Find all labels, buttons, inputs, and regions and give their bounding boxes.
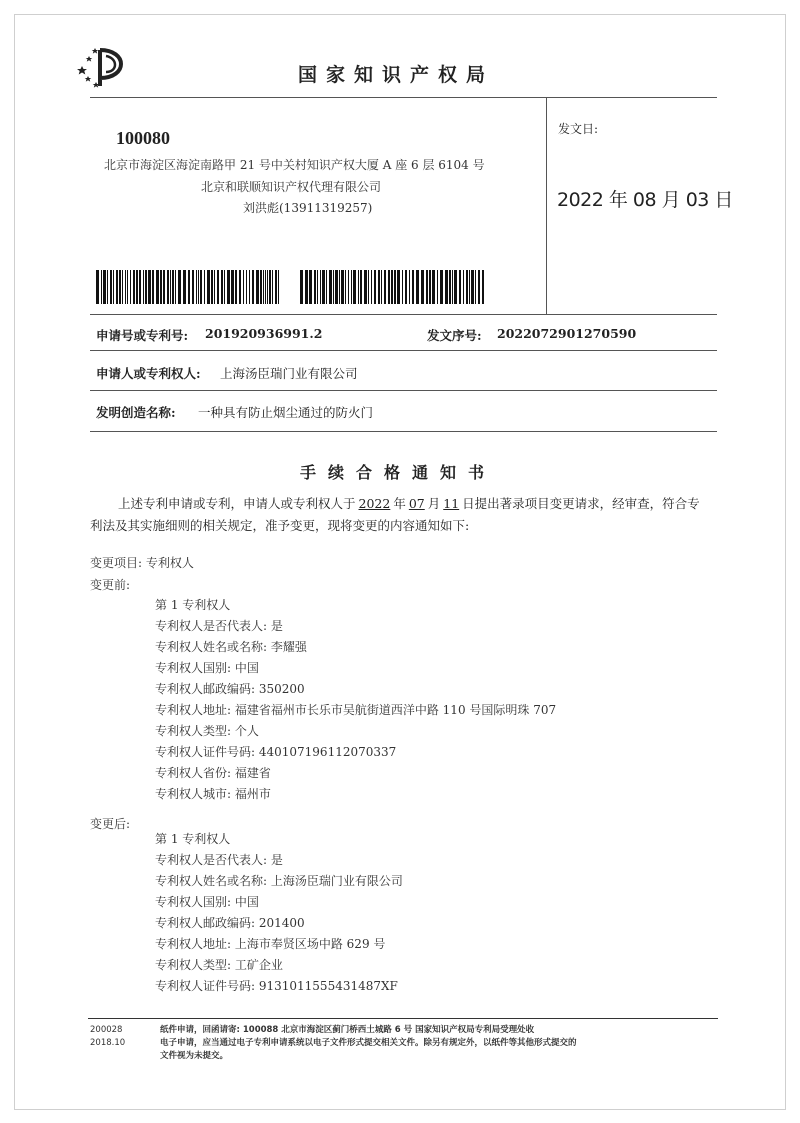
barcode-bar — [198, 270, 199, 304]
barcode-bar — [269, 270, 271, 304]
barcode — [300, 270, 485, 304]
after-label: 变更后: — [90, 817, 131, 831]
barcode-bar — [249, 270, 250, 304]
barcode-bar — [260, 270, 262, 304]
barcode-bar — [368, 270, 369, 304]
list-item: 专利权人类型: 个人 — [155, 724, 259, 738]
list-item: 专利权人国别: 中国 — [155, 661, 259, 675]
list-item: 专利权人邮政编码: 201400 — [155, 916, 305, 930]
barcode-bar — [360, 270, 362, 304]
barcode-bar — [314, 270, 316, 304]
barcode-bar — [127, 270, 128, 304]
barcode-bar — [397, 270, 400, 304]
barcode-bar — [207, 270, 210, 304]
barcode-bar — [305, 270, 308, 304]
barcode-bar — [136, 270, 138, 304]
barcode-bar — [119, 270, 121, 304]
barcode-bar — [196, 270, 197, 304]
barcode-bar — [125, 270, 126, 304]
barcode-bar — [384, 270, 386, 304]
barcode-bar — [478, 270, 480, 304]
barcode-bar — [300, 270, 303, 304]
barcode-bar — [391, 270, 393, 304]
notice-paragraph — [90, 493, 722, 515]
serial-label: 发文序号: — [427, 328, 482, 343]
barcode-bar — [275, 270, 277, 304]
app-no-label: 申请号或专利号: — [96, 328, 189, 343]
barcode-bar — [113, 270, 114, 304]
barcode-bar — [329, 270, 332, 304]
list-item: 第 1 专利权人 — [155, 598, 231, 612]
barcode-bar — [471, 270, 474, 304]
notice-text: 月 — [427, 496, 441, 511]
barcode-bar — [167, 270, 169, 304]
barcode-bar — [156, 270, 159, 304]
footer-notes — [160, 1024, 725, 1063]
list-item: 专利权人证件号码: 440107196112070337 — [155, 745, 397, 759]
barcode-bar — [463, 270, 464, 304]
recipient-contact: 刘洪彪(13911319257) — [243, 201, 373, 215]
header-divider — [90, 97, 717, 98]
list-item: 专利权人地址: 上海市奉贤区场中路 629 号 — [155, 937, 386, 951]
barcode-bar — [402, 270, 403, 304]
before-label: 变更前: — [90, 578, 131, 592]
row-divider — [90, 431, 717, 432]
barcode-bar — [326, 270, 327, 304]
column-divider — [546, 97, 547, 314]
barcode-bar — [345, 270, 346, 304]
footer-divider — [88, 1018, 718, 1019]
barcode-bar — [143, 270, 144, 304]
barcode-bar — [445, 270, 448, 304]
barcode-bar — [320, 270, 321, 304]
barcode-bar — [475, 270, 476, 304]
list-item: 专利权人邮政编码: 350200 — [155, 682, 305, 696]
row-divider — [90, 390, 717, 391]
barcode-bar — [437, 270, 438, 304]
notice-text: 上述专利申请或专利，申请人或专利权人于 — [118, 496, 356, 511]
footer-line: 电子申请，应当通过电子专利申请系统以电子文件形式提交相关文件。除另有规定外，以纸件等其他形式提交的 — [160, 1038, 577, 1048]
barcode-bar — [110, 270, 112, 304]
barcode-bar — [322, 270, 325, 304]
barcode-bar — [388, 270, 390, 304]
serial-no: 2022072901270590 — [497, 326, 637, 341]
barcode-bar — [145, 270, 147, 304]
barcode-bar — [148, 270, 151, 304]
list-item: 专利权人国别: 中国 — [155, 895, 259, 909]
list-item: 第 1 专利权人 — [155, 832, 231, 846]
list-item: 专利权人地址: 福建省福州市长乐市吴航街道西洋中路 110 号国际明珠 707 — [155, 703, 557, 717]
footer-line: 文件视为未提交。 — [160, 1051, 229, 1061]
barcode-bar — [341, 270, 344, 304]
barcode-bar — [227, 270, 230, 304]
barcode-bar — [252, 270, 254, 304]
barcode-bar — [256, 270, 259, 304]
barcode-bar — [416, 270, 419, 304]
barcode-bar — [231, 270, 234, 304]
barcode-bar — [103, 270, 106, 304]
barcode-bar — [265, 270, 266, 304]
barcode-bar — [482, 270, 484, 304]
barcode-bar — [429, 270, 431, 304]
cnipa-logo — [76, 46, 132, 88]
form-code: 200028 — [90, 1025, 123, 1035]
barcode-bar — [243, 270, 244, 304]
barcode-bar — [371, 270, 372, 304]
barcode-bar — [440, 270, 443, 304]
barcode-bar — [204, 270, 205, 304]
barcode-bar — [358, 270, 359, 304]
barcode-bar — [348, 270, 349, 304]
request-month: 07 — [408, 496, 425, 511]
barcode-bar — [192, 270, 194, 304]
barcode-bar — [317, 270, 318, 304]
barcode-bar — [351, 270, 352, 304]
barcode-bar — [101, 270, 102, 304]
barcode-bar — [130, 270, 131, 304]
barcode-bar — [116, 270, 118, 304]
list-item: 专利权人证件号码: 91310115554314​87XF — [155, 979, 398, 993]
row-divider — [90, 314, 717, 315]
change-item-label: 变更项目: 专利权人 — [90, 556, 194, 570]
request-day: 11 — [443, 496, 460, 511]
after-list — [155, 829, 403, 997]
barcode-bar — [394, 270, 396, 304]
barcode-bar — [378, 270, 380, 304]
dispatch-date-label: 发文日: — [558, 122, 599, 136]
before-list — [155, 595, 556, 805]
barcode-bar — [333, 270, 334, 304]
applicant-name: 上海汤臣瑞门业有限公司 — [220, 366, 358, 381]
barcode-bar — [178, 270, 181, 304]
barcode-bar — [133, 270, 135, 304]
barcode-bar — [188, 270, 190, 304]
barcode-bar — [426, 270, 428, 304]
barcode-bar — [432, 270, 435, 304]
barcode-bar — [449, 270, 451, 304]
form-version: 2018.10 — [90, 1038, 126, 1048]
list-item: 专利权人是否代表人: 是 — [155, 619, 283, 633]
list-item: 专利权人姓名或名称: 李耀强 — [155, 640, 307, 654]
barcode-bar — [469, 270, 470, 304]
applicant-label: 申请人或专利权人: — [96, 366, 201, 381]
barcode-bar — [239, 270, 241, 304]
barcode-bar — [172, 270, 174, 304]
list-item: 专利权人姓名或名称: 上海汤臣瑞门业有限公司 — [155, 874, 403, 888]
barcode-bar — [272, 270, 273, 304]
barcode-bar — [454, 270, 457, 304]
barcode-bar — [139, 270, 141, 304]
barcode-bar — [335, 270, 338, 304]
barcode-bar — [278, 270, 279, 304]
barcode-bar — [211, 270, 213, 304]
barcode-bar — [339, 270, 340, 304]
barcode-bar — [309, 270, 312, 304]
recipient-address: 北京市海淀区海淀南路甲 21 号中关村知识产权大厦 A 座 6 层 6104 号 — [104, 158, 485, 172]
list-item: 专利权人类型: 工矿企业 — [155, 958, 283, 972]
dispatch-date: 2022 年 08 月 03 日 — [557, 189, 733, 211]
barcode-bar — [217, 270, 219, 304]
notice-paragraph-line2: 利法及其实施细则的相关规定，准予变更，现将变更的内容通知如下: — [90, 518, 470, 533]
barcode-bar — [267, 270, 268, 304]
list-item: 专利权人是否代表人: 是 — [155, 853, 283, 867]
barcode-bar — [405, 270, 407, 304]
list-item: 专利权人省份: 福建省 — [155, 766, 271, 780]
barcode-bar — [224, 270, 225, 304]
barcode-bar — [175, 270, 176, 304]
barcode-bar — [412, 270, 414, 304]
barcode-bar — [459, 270, 461, 304]
barcode-bar — [183, 270, 186, 304]
barcode-bar — [381, 270, 382, 304]
notice-text: 日提出著录项目变更请求，经审查，符合专 — [462, 496, 700, 511]
notice-title: 手续合格通知书 — [300, 463, 497, 482]
app-no: 201920936991.2 — [205, 326, 323, 341]
invention-name: 一种具有防止烟尘通过的防火门 — [198, 405, 374, 420]
notice-text: 年 — [393, 496, 406, 511]
barcode-bar — [160, 270, 162, 304]
barcode-bar — [409, 270, 410, 304]
barcode-bar — [163, 270, 165, 304]
barcode-bar — [221, 270, 223, 304]
barcode-bar — [364, 270, 367, 304]
recipient-company: 北京和联顺知识产权代理有限公司 — [201, 180, 382, 194]
barcode-bar — [263, 270, 264, 304]
barcode-bar — [374, 270, 376, 304]
barcode-bar — [353, 270, 356, 304]
barcode-bar — [170, 270, 171, 304]
barcode-bar — [421, 270, 424, 304]
barcode-bar — [122, 270, 123, 304]
barcode-bar — [246, 270, 247, 304]
barcode-bar — [200, 270, 202, 304]
list-item: 专利权人城市: 福州市 — [155, 787, 271, 801]
recipient-zip: 100080 — [116, 128, 170, 148]
barcode-bar — [214, 270, 215, 304]
barcode-bar — [107, 270, 108, 304]
row-divider — [90, 350, 717, 351]
barcode-bar — [452, 270, 453, 304]
barcode — [96, 270, 281, 304]
barcode-bar — [466, 270, 468, 304]
agency-title: 国家知识产权局 — [298, 64, 495, 86]
barcode-bar — [152, 270, 154, 304]
barcode-bar — [235, 270, 237, 304]
footer-line: 纸件申请，回函请寄: 100088 北京市海淀区蓟门桥西土城路 6 号 国家知识产权局专利局受理处收 — [160, 1025, 535, 1035]
barcode-bar — [96, 270, 99, 304]
invention-label: 发明创造名称: — [96, 405, 176, 420]
request-year: 2022 — [358, 496, 391, 511]
